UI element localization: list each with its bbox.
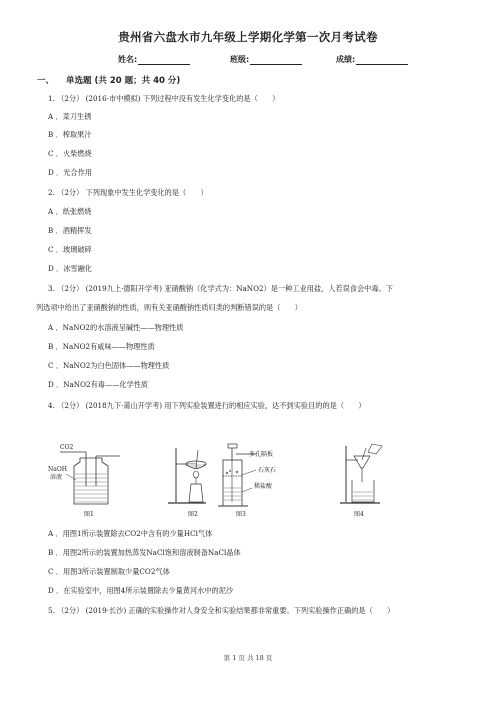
fig1-naoh-label: NaOH [48,466,67,473]
q1-stem: 1. （2分） (2016·市中模拟) 下列过程中没有发生化学变化的是（ ） [48,94,280,103]
q1-option-c: C ．火柴燃烧 [48,149,92,158]
figure1-washing-bottle [48,444,120,518]
q2-option-b: B ．酒精挥发 [48,226,92,235]
fig1-co2-label: CO2 [60,444,74,451]
figure2-evaporation [168,448,206,518]
page-footer: 第 1 页 共 18 页 [223,654,273,662]
fig1-caption: 图1 [84,511,94,518]
figure4-filtration [340,444,382,518]
fig3-porous-plate-label: 多孔隔板 [249,451,274,458]
score-label: 成绩: [336,55,356,64]
q4-apparatus-figure [0,440,496,520]
q3-stem-line2: 列选项中给出了亚硝酸钠的性质，则有关亚硝酸钠性质归类的判断错误的是（ ） [36,303,302,312]
q1-option-d: D ．光合作用 [48,168,92,177]
q4-option-b: B ．用图2所示的装置加热蒸发NaCl饱和溶液制备NaCl晶体 [48,548,241,557]
student-info-row [118,54,448,65]
section-title: 单选题 (共 20 题；共 40 分) [66,76,181,86]
q3-option-a: A ．NaNO2的水溶液呈碱性——物理性质 [48,323,184,332]
fig4-caption: 图4 [354,511,364,518]
q1-option-a: A ．菜刀生锈 [48,112,92,121]
q2-stem: 2. （2分） 下列现象中发生化学变化的是（ ） [48,188,208,197]
q3-option-b: B ．NaNO2有咸味——物理性质 [48,342,155,351]
q4-stem: 4. （2分） (2018九下·莆山开学考) 用下列实验装置进行的相应实验，达不到实验目的的是（ ） [48,401,366,410]
q4-option-d: D ．在实验室中，用图4所示装置除去少量黄河水中的泥沙 [48,586,234,595]
score-field [336,54,408,65]
name-label: 姓名: [118,55,138,64]
q2-option-c: C ．玻璃破碎 [48,245,92,254]
class-blank [250,55,302,65]
score-blank [356,55,408,65]
page-title: 贵州省六盘水市九年级上学期化学第一次月考试卷 [118,30,378,44]
q3-stem-line1: 3. （2分） (2019九上·德阳开学考) 亚硝酸钠（化学式为：NaNO2）是一种工业用盐，人若误食会中毒。下 [48,284,393,293]
section-number: 一、 [37,76,55,86]
fig3-caption: 图3 [236,511,246,518]
q2-option-d: D ．冰雪融化 [48,264,92,273]
fig2-caption: 图2 [188,511,198,518]
q3-option-d: D ．NaNO2有毒——化学性质 [48,380,149,389]
name-field [118,54,230,65]
fig3-acid-label: 稀盐酸 [254,483,273,490]
q4-option-a: A ．用图1所示装置除去CO2中含有的少量HCl气体 [48,529,213,538]
section-heading [37,74,180,86]
class-field [230,54,336,65]
q3-option-c: C ．NaNO2为白色固体——物理性质 [48,361,170,370]
q1-option-b: B ．榨取果汁 [48,130,92,139]
class-label: 班级: [230,55,250,64]
fig3-limestone-label: 石灰石 [258,467,277,474]
fig1-solution-label: 溶液 [50,474,63,481]
q4-option-c: C ．用图3所示装置制取少量CO2气体 [48,567,170,576]
q5-stem: 5. （2分） (2019·长沙) 正确的实验操作对人身安全和实验结果都非常重要。下列实验操作正确的是（ ） [48,606,395,615]
name-blank [138,55,190,65]
figure3-gas-generator [218,444,276,518]
q2-option-a: A ．纸张燃烧 [48,207,92,216]
